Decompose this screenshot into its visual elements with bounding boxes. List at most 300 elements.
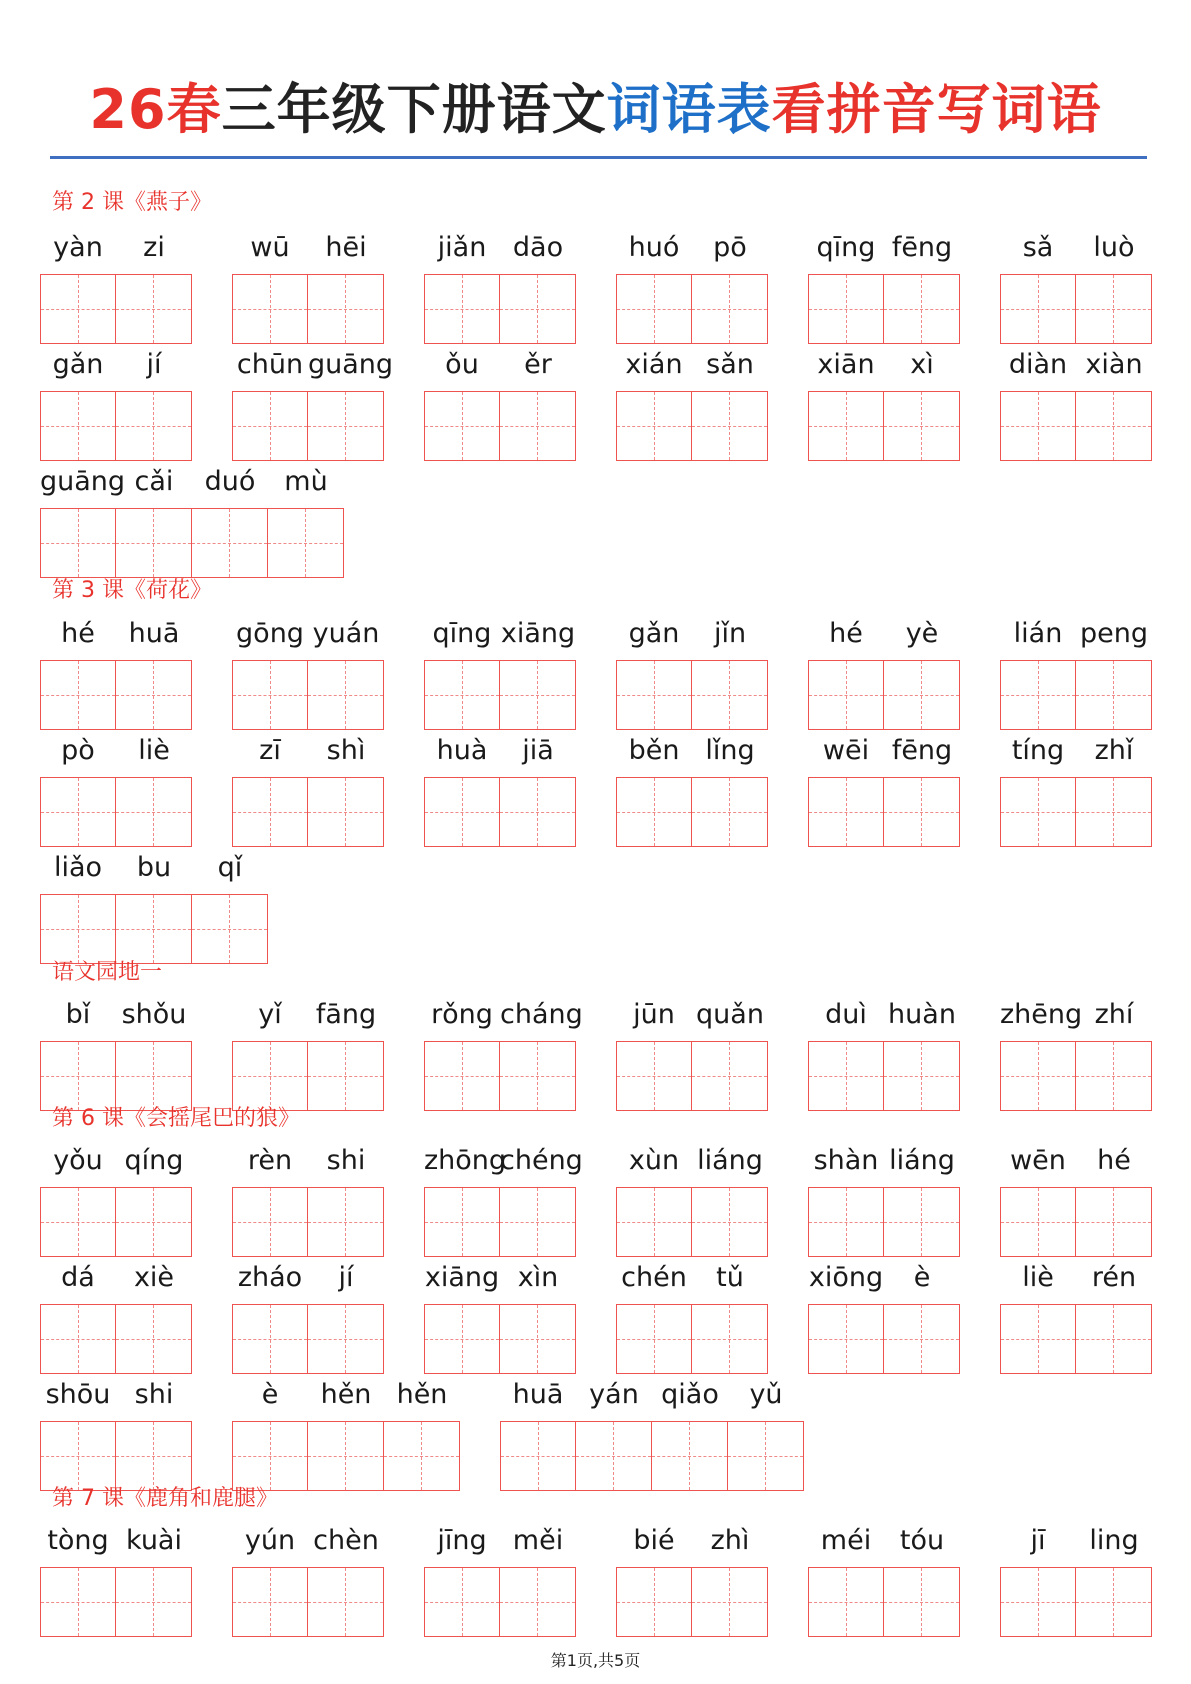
guide-line-horizontal (308, 1339, 383, 1340)
guide-line-horizontal (425, 812, 499, 813)
pinyin-syllable: xiōng (808, 1262, 884, 1293)
writing-box[interactable] (884, 1567, 960, 1637)
guide-line-horizontal (1076, 309, 1151, 310)
writing-box[interactable] (40, 391, 116, 461)
pinyin-syllable: qīng (816, 232, 876, 263)
pinyin-syllable: mù (284, 466, 328, 497)
pinyin-syllable: tóu (899, 1525, 945, 1556)
guide-line-horizontal (884, 1222, 959, 1223)
pinyin-syllable: huā (512, 1379, 564, 1410)
pinyin-syllable: tíng (1011, 735, 1065, 766)
writing-box[interactable] (1076, 1304, 1152, 1374)
pinyin-syllable: shì (326, 735, 366, 766)
writing-box[interactable] (424, 777, 500, 847)
pinyin-syllable: liè (138, 735, 170, 766)
writing-box[interactable] (1000, 1041, 1076, 1111)
pinyin-syllable: fēng (891, 735, 953, 766)
guide-line-horizontal (233, 1456, 307, 1457)
writing-box[interactable] (424, 1304, 500, 1374)
writing-box[interactable] (1076, 391, 1152, 461)
guide-line-horizontal (500, 426, 575, 427)
pinyin-syllable: qiǎo (661, 1379, 719, 1410)
section-title: 第 2 课《燕子》 (52, 190, 212, 215)
guide-line-horizontal (1076, 695, 1151, 696)
pinyin-syllable: bǐ (65, 999, 91, 1030)
pinyin-syllable: bié (633, 1525, 675, 1556)
guide-line-horizontal (1076, 1339, 1151, 1340)
pinyin-syllable: bu (136, 852, 172, 883)
writing-box[interactable] (652, 1421, 728, 1491)
writing-box[interactable] (616, 391, 692, 461)
guide-line-horizontal (233, 309, 307, 310)
guide-line-horizontal (692, 309, 767, 310)
guide-line-horizontal (41, 1222, 115, 1223)
writing-box[interactable] (692, 1304, 768, 1374)
pinyin-syllable: jūn (633, 999, 675, 1030)
guide-line-horizontal (233, 426, 307, 427)
writing-box[interactable] (1076, 274, 1152, 344)
pinyin-syllable: rén (1091, 1262, 1137, 1293)
pinyin-syllable: hěn (320, 1379, 372, 1410)
writing-box[interactable] (308, 1041, 384, 1111)
writing-box[interactable] (424, 1041, 500, 1111)
writing-box[interactable] (808, 1041, 884, 1111)
pinyin-syllable: hēi (325, 232, 367, 263)
writing-box[interactable] (40, 1041, 116, 1111)
guide-line-horizontal (41, 929, 115, 930)
writing-box[interactable] (500, 1187, 576, 1257)
pinyin-syllable: ěr (524, 349, 552, 380)
pinyin-syllable: jǐn (713, 618, 747, 649)
pinyin-syllable: lián (1013, 618, 1063, 649)
guide-line-horizontal (1001, 426, 1075, 427)
guide-line-horizontal (116, 543, 191, 544)
writing-box[interactable] (308, 1304, 384, 1374)
guide-line-horizontal (617, 1602, 691, 1603)
writing-box[interactable] (40, 1187, 116, 1257)
writing-box[interactable] (384, 1421, 460, 1491)
writing-box[interactable] (500, 1567, 576, 1637)
writing-box[interactable] (192, 894, 268, 964)
writing-box[interactable] (1076, 1567, 1152, 1637)
guide-line-horizontal (233, 1339, 307, 1340)
pinyin-syllable: lǐng (705, 735, 755, 766)
guide-line-horizontal (233, 1602, 307, 1603)
pinyin-syllable: chéng (500, 1145, 583, 1176)
guide-line-horizontal (425, 1076, 499, 1077)
pinyin-syllable: zhì (710, 1525, 750, 1556)
pinyin-syllable: duó (204, 466, 256, 497)
writing-box[interactable] (1000, 1567, 1076, 1637)
guide-line-horizontal (1001, 309, 1075, 310)
writing-box[interactable] (40, 274, 116, 344)
pinyin-syllable: shōu (45, 1379, 111, 1410)
guide-line-horizontal (728, 1456, 803, 1457)
guide-line-horizontal (192, 543, 267, 544)
writing-box[interactable] (692, 660, 768, 730)
pinyin-syllable: dá (61, 1262, 95, 1293)
pinyin-syllable: chūn (236, 349, 304, 380)
pinyin-syllable: yún (244, 1525, 296, 1556)
guide-line-horizontal (692, 1602, 767, 1603)
guide-line-horizontal (425, 426, 499, 427)
title-year-term: 26春 (89, 78, 222, 141)
pinyin-syllable: jí (146, 349, 162, 380)
pinyin-syllable: luò (1093, 232, 1135, 263)
pinyin-syllable: huà (436, 735, 488, 766)
writing-box[interactable] (116, 1567, 192, 1637)
writing-box[interactable] (116, 274, 192, 344)
pinyin-syllable: guāng (40, 466, 126, 497)
guide-line-horizontal (41, 543, 115, 544)
pinyin-syllable: xiè (133, 1262, 175, 1293)
writing-box[interactable] (116, 894, 192, 964)
guide-line-horizontal (308, 1222, 383, 1223)
writing-box[interactable] (692, 391, 768, 461)
pinyin-syllable: hěn (396, 1379, 448, 1410)
guide-line-horizontal (233, 1076, 307, 1077)
guide-line-horizontal (617, 1076, 691, 1077)
guide-line-horizontal (884, 695, 959, 696)
writing-box[interactable] (692, 274, 768, 344)
pinyin-syllable: chén (621, 1262, 687, 1293)
writing-box[interactable] (308, 1187, 384, 1257)
writing-box[interactable] (500, 777, 576, 847)
guide-line-horizontal (809, 1076, 883, 1077)
guide-line-horizontal (1001, 1222, 1075, 1223)
writing-box[interactable] (616, 1041, 692, 1111)
guide-line-horizontal (41, 309, 115, 310)
writing-box[interactable] (116, 777, 192, 847)
guide-line-horizontal (884, 426, 959, 427)
writing-box[interactable] (424, 1187, 500, 1257)
guide-line-horizontal (617, 309, 691, 310)
writing-box[interactable] (1000, 777, 1076, 847)
pinyin-syllable: xiāng (424, 1262, 500, 1293)
writing-box[interactable] (308, 274, 384, 344)
pinyin-syllable: hé (1097, 1145, 1131, 1176)
guide-line-horizontal (1076, 426, 1151, 427)
pinyin-syllable: liǎo (53, 852, 103, 883)
writing-box[interactable] (424, 1567, 500, 1637)
writing-box[interactable] (808, 1304, 884, 1374)
pinyin-syllable: shàn (813, 1145, 879, 1176)
pinyin-syllable: yǒu (53, 1145, 103, 1176)
guide-line-horizontal (500, 1339, 575, 1340)
guide-line-horizontal (308, 426, 383, 427)
title-grade-subject: 三年级下册语文 (221, 78, 607, 141)
section-title: 语文园地一 (52, 960, 163, 985)
writing-box[interactable] (884, 1304, 960, 1374)
writing-box[interactable] (116, 1421, 192, 1491)
section-title: 第 3 课《荷花》 (52, 578, 212, 603)
pinyin-syllable: gǎn (628, 618, 680, 649)
writing-box[interactable] (1000, 391, 1076, 461)
writing-box[interactable] (884, 391, 960, 461)
pinyin-syllable: guāng (308, 349, 394, 380)
guide-line-horizontal (41, 1602, 115, 1603)
title-part-instruction: 看拼音写词语 (771, 78, 1102, 141)
writing-box[interactable] (40, 777, 116, 847)
writing-box[interactable] (884, 777, 960, 847)
title-part-grade (89, 78, 606, 141)
pinyin-syllable: gǎn (52, 349, 104, 380)
writing-box[interactable] (232, 1304, 308, 1374)
writing-box[interactable] (616, 274, 692, 344)
writing-box[interactable] (308, 660, 384, 730)
pinyin-syllable: zhǐ (1094, 735, 1134, 766)
guide-line-horizontal (692, 1076, 767, 1077)
guide-line-horizontal (425, 695, 499, 696)
guide-line-horizontal (617, 1222, 691, 1223)
pinyin-syllable: qíng (124, 1145, 184, 1176)
writing-box[interactable] (232, 1567, 308, 1637)
writing-box[interactable] (40, 1421, 116, 1491)
guide-line-horizontal (500, 1076, 575, 1077)
guide-line-horizontal (425, 1339, 499, 1340)
pinyin-syllable: qǐ (217, 852, 243, 883)
guide-line-horizontal (617, 1339, 691, 1340)
guide-line-horizontal (116, 1076, 191, 1077)
pinyin-syllable: quǎn (696, 999, 764, 1030)
writing-box[interactable] (424, 274, 500, 344)
writing-box[interactable] (308, 391, 384, 461)
writing-box[interactable] (116, 508, 192, 578)
writing-box[interactable] (40, 1304, 116, 1374)
writing-box[interactable] (808, 1567, 884, 1637)
writing-box[interactable] (808, 274, 884, 344)
pinyin-syllable: duì (825, 999, 867, 1030)
writing-box[interactable] (1076, 660, 1152, 730)
pinyin-syllable: qīng (432, 618, 492, 649)
pinyin-syllable: cháng (500, 999, 583, 1030)
guide-line-horizontal (425, 309, 499, 310)
title-divider (50, 156, 1147, 159)
writing-box[interactable] (232, 1041, 308, 1111)
pinyin-syllable: zi (143, 232, 165, 263)
pinyin-syllable: liè (1022, 1262, 1054, 1293)
guide-line-horizontal (617, 426, 691, 427)
writing-box[interactable] (1000, 1187, 1076, 1257)
writing-box[interactable] (616, 1567, 692, 1637)
guide-line-horizontal (692, 1222, 767, 1223)
guide-line-horizontal (425, 1602, 499, 1603)
guide-line-horizontal (500, 1222, 575, 1223)
pinyin-syllable: liáng (697, 1145, 763, 1176)
writing-box[interactable] (232, 1187, 308, 1257)
guide-line-horizontal (41, 1076, 115, 1077)
writing-box[interactable] (616, 1187, 692, 1257)
writing-box[interactable] (40, 894, 116, 964)
pinyin-syllable: tǔ (716, 1262, 744, 1293)
guide-line-horizontal (116, 309, 191, 310)
pinyin-syllable: wū (250, 232, 290, 263)
guide-line-horizontal (308, 695, 383, 696)
pinyin-syllable: rǒng (431, 999, 493, 1030)
writing-box[interactable] (500, 391, 576, 461)
writing-box[interactable] (40, 508, 116, 578)
pinyin-syllable: zhí (1094, 999, 1134, 1030)
writing-box[interactable] (576, 1421, 652, 1491)
pinyin-syllable: chèn (313, 1525, 379, 1556)
guide-line-horizontal (809, 812, 883, 813)
pinyin-syllable: shǒu (121, 999, 187, 1030)
pinyin-syllable: huàn (888, 999, 956, 1030)
writing-box[interactable] (808, 1187, 884, 1257)
guide-line-horizontal (116, 812, 191, 813)
writing-box[interactable] (232, 274, 308, 344)
guide-line-horizontal (809, 309, 883, 310)
pinyin-syllable: ǒu (445, 349, 479, 380)
writing-box[interactable] (692, 1041, 768, 1111)
guide-line-horizontal (308, 1076, 383, 1077)
writing-box[interactable] (884, 660, 960, 730)
pinyin-syllable: tòng (47, 1525, 109, 1556)
writing-box[interactable] (808, 660, 884, 730)
guide-line-horizontal (652, 1456, 727, 1457)
writing-box[interactable] (884, 1041, 960, 1111)
pinyin-syllable: hé (829, 618, 863, 649)
guide-line-horizontal (425, 1222, 499, 1223)
writing-box[interactable] (1076, 777, 1152, 847)
writing-box[interactable] (500, 660, 576, 730)
pinyin-syllable: shi (326, 1145, 366, 1176)
guide-line-horizontal (500, 1602, 575, 1603)
writing-box[interactable] (728, 1421, 804, 1491)
writing-box[interactable] (500, 274, 576, 344)
writing-box[interactable] (116, 1304, 192, 1374)
page-title (0, 78, 1191, 142)
guide-line-horizontal (308, 1456, 383, 1457)
pinyin-syllable: pō (713, 232, 747, 263)
guide-line-horizontal (308, 309, 383, 310)
pinyin-syllable: ling (1089, 1525, 1139, 1556)
pinyin-syllable: yǐ (258, 999, 282, 1030)
guide-line-horizontal (116, 1222, 191, 1223)
writing-box[interactable] (424, 391, 500, 461)
guide-line-horizontal (233, 1222, 307, 1223)
writing-box[interactable] (116, 1041, 192, 1111)
pinyin-syllable: yàn (53, 232, 103, 263)
pinyin-syllable: sǎ (1022, 232, 1054, 263)
guide-line-horizontal (41, 695, 115, 696)
pinyin-syllable: huā (128, 618, 180, 649)
guide-line-horizontal (500, 812, 575, 813)
guide-line-horizontal (116, 1456, 191, 1457)
pinyin-syllable: xiāng (500, 618, 576, 649)
writing-box[interactable] (500, 1041, 576, 1111)
writing-box[interactable] (1000, 274, 1076, 344)
guide-line-horizontal (617, 695, 691, 696)
writing-box[interactable] (692, 1567, 768, 1637)
pinyin-syllable: wēn (1010, 1145, 1066, 1176)
writing-box[interactable] (232, 777, 308, 847)
pinyin-syllable: zhēng (1000, 999, 1083, 1030)
guide-line-horizontal (884, 1602, 959, 1603)
writing-box[interactable] (808, 391, 884, 461)
writing-box[interactable] (116, 1187, 192, 1257)
guide-line-horizontal (116, 426, 191, 427)
writing-box[interactable] (884, 274, 960, 344)
pinyin-syllable: méi (820, 1525, 872, 1556)
writing-box[interactable] (268, 508, 344, 578)
guide-line-horizontal (192, 929, 267, 930)
pinyin-syllable: xùn (628, 1145, 680, 1176)
writing-box[interactable] (808, 777, 884, 847)
pinyin-syllable: rèn (247, 1145, 293, 1176)
guide-line-horizontal (308, 1602, 383, 1603)
pinyin-syllable: huó (628, 232, 680, 263)
guide-line-horizontal (692, 812, 767, 813)
writing-box[interactable] (232, 391, 308, 461)
pinyin-syllable: jiā (522, 735, 554, 766)
section-title: 第 6 课《会摇尾巴的狼》 (52, 1106, 300, 1131)
writing-box[interactable] (40, 660, 116, 730)
writing-box[interactable] (1000, 1304, 1076, 1374)
writing-box[interactable] (692, 1187, 768, 1257)
writing-box[interactable] (192, 508, 268, 578)
pinyin-syllable: cǎi (134, 466, 174, 497)
guide-line-horizontal (1001, 695, 1075, 696)
pinyin-syllable: jīng (437, 1525, 487, 1556)
writing-box[interactable] (308, 777, 384, 847)
writing-box[interactable] (116, 391, 192, 461)
guide-line-horizontal (1001, 1339, 1075, 1340)
pinyin-syllable: xìn (517, 1262, 559, 1293)
writing-box[interactable] (116, 660, 192, 730)
writing-box[interactable] (616, 777, 692, 847)
writing-box[interactable] (1076, 1187, 1152, 1257)
guide-line-horizontal (1076, 812, 1151, 813)
writing-box[interactable] (692, 777, 768, 847)
guide-line-horizontal (1001, 1602, 1075, 1603)
pinyin-syllable: shi (134, 1379, 174, 1410)
writing-box[interactable] (308, 1567, 384, 1637)
writing-box[interactable] (232, 1421, 308, 1491)
pinyin-syllable: fēng (891, 232, 953, 263)
pinyin-syllable: dāo (512, 232, 564, 263)
pinyin-syllable: xiàn (1085, 349, 1143, 380)
section-title: 第 7 课《鹿角和鹿腿》 (52, 1486, 278, 1511)
writing-box[interactable] (616, 1304, 692, 1374)
guide-line-horizontal (501, 1456, 575, 1457)
writing-box[interactable] (500, 1421, 576, 1491)
guide-line-horizontal (884, 309, 959, 310)
writing-box[interactable] (1076, 1041, 1152, 1111)
guide-line-horizontal (809, 695, 883, 696)
writing-box[interactable] (232, 660, 308, 730)
writing-box[interactable] (884, 1187, 960, 1257)
guide-line-horizontal (233, 695, 307, 696)
guide-line-horizontal (884, 812, 959, 813)
writing-box[interactable] (616, 660, 692, 730)
pinyin-syllable: zhōng (424, 1145, 507, 1176)
writing-box[interactable] (500, 1304, 576, 1374)
guide-line-horizontal (41, 426, 115, 427)
pinyin-syllable: è (913, 1262, 931, 1293)
guide-line-horizontal (617, 812, 691, 813)
writing-box[interactable] (1000, 660, 1076, 730)
pinyin-syllable: jiǎn (437, 232, 487, 263)
pinyin-syllable: gōng (236, 618, 304, 649)
guide-line-horizontal (116, 695, 191, 696)
pinyin-syllable: liáng (889, 1145, 955, 1176)
writing-box[interactable] (40, 1567, 116, 1637)
guide-line-horizontal (884, 1076, 959, 1077)
guide-line-horizontal (692, 1339, 767, 1340)
writing-box[interactable] (424, 660, 500, 730)
writing-box[interactable] (308, 1421, 384, 1491)
